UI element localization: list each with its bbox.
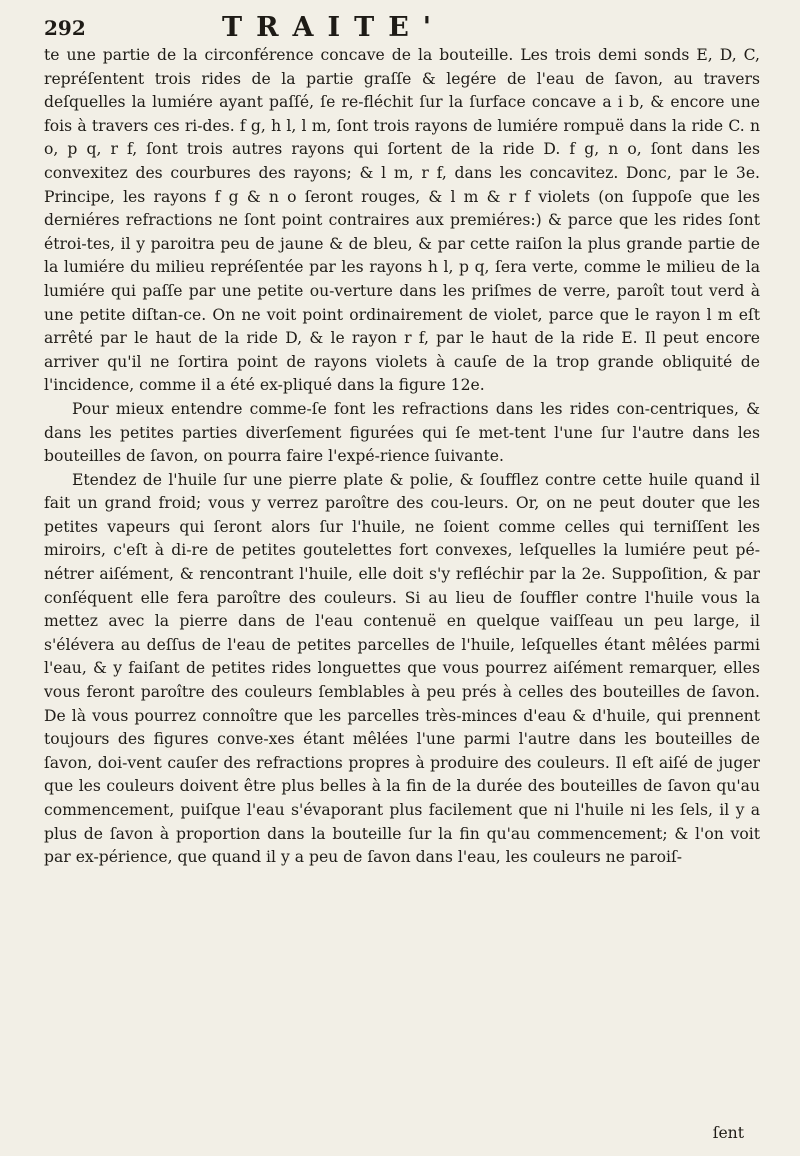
body-text <box>44 44 760 870</box>
catchword: ſent <box>712 1124 744 1142</box>
paragraph-3: Etendez de l'huile ſur une pierre plate & polie, & ſoufflez contre cette huile quand il fait un grand froid; vous y verrez paroître des cou-leurs. Or, on ne peut douter que les petites vapeurs qui ſeront alors ſur l'huile, ne ſoient comme celles qui terniſſent les miroirs, c'eſt à di-re de petites goutelettes fort convexes, leſquelles la lumiére peut pé-nétrer aiſément, & rencontrant l'huile, elle doit s'y refléchir par la 2e. Suppoſition, & par conſéquent elle fera paroître des couleurs. Si au lieu de ſouffler contre l'huile vous la mettez avec la pierre dans de l'eau contenuë en quelque vaiſſeau un peu large, il s'élévera au deſſus de l'eau de petites parcelles de l'huile, leſquelles étant mêlées parmi l'eau, & y faiſant de petites rides longuettes que vous pourrez aiſément remarquer, elles vous feront paroître des couleurs ſemblables à peu prés à celles des bouteilles de ſavon. De là vous pourrez connoître que les parcelles très-minces d'eau & d'huile, qui prennent toujours des figures conve-xes étant mêlées l'une parmi l'autre dans les bouteilles de ſavon, doi-vent cauſer des refractions propres à produire des couleurs. Il eſt aiſé de juger que les couleurs doivent être plus belles à la fin de la durée des bouteilles de ſavon qu'au commencement, puiſque l'eau s'évaporant plus facilement que ni l'huile ni les ſels, il y a plus de ſavon à proportion dans la bouteille ſur la fin qu'au commencement; & l'on voit par ex-périence, que quand il y a peu de ſavon dans l'eau, les couleurs ne paroiſ- <box>44 470 760 867</box>
paragraph-2: Pour mieux entendre comme-ſe font les refractions dans les rides con-centriques, & dans les petites parties diverſement figurées qui ſe met-tent l'une ſur l'autre dans les bouteilles de ſavon, on pourra faire l'expé-rience ſuivante. <box>44 399 760 466</box>
running-title: TRAITE' <box>222 12 446 43</box>
page-header <box>44 10 764 46</box>
page-number: 292 <box>44 16 86 40</box>
paragraph-1: te une partie de la circonférence concave de la bouteille. Les trois demi sonds E, D, C, repréſentent trois rides de la partie graſſe & legére de l'eau de ſavon, au travers deſquelles la lumiére ayant paſſé, ſe re-fléchit ſur la ſurface concave a i b, & encore une fois à travers ces ri-des. f g, h l, l m, ſont trois rayons de lumiére rompuë dans la ride C. n o, p q, r f, ſont trois autres rayons qui ſortent de la ride D. f g, n o, ſont dans les convexitez des courbures des rayons; & l m, r f, dans les concavitez. Donc, par le 3e. Principe, les rayons f g & n o ſeront rouges, & l m & r f violets (on ſuppoſe que les derniéres refractions ne ſont point contraires aux premiéres:) & parce que les rides ſont étroi-tes, il y paroitra peu de jaune & de bleu, & par cette raiſon la plus grande partie de la lumiére du milieu repréſentée par les rayons h l, p q, ſera verte, comme le milieu de la lumiére qui paſſe par une petite ou-verture dans les priſmes de verre, paroît tout verd à une petite diſtan-ce. On ne voit point ordinairement de violet, parce que le rayon l m eſt arrêté par le haut de la ride D, & le rayon r f, par le haut de la ride E. Il peut encore arriver qu'il ne ſortira point de rayons violets à cauſe de la trop grande obliquité de l'incidence, comme il a été ex-pliqué dans la figure 12e. <box>44 46 760 395</box>
